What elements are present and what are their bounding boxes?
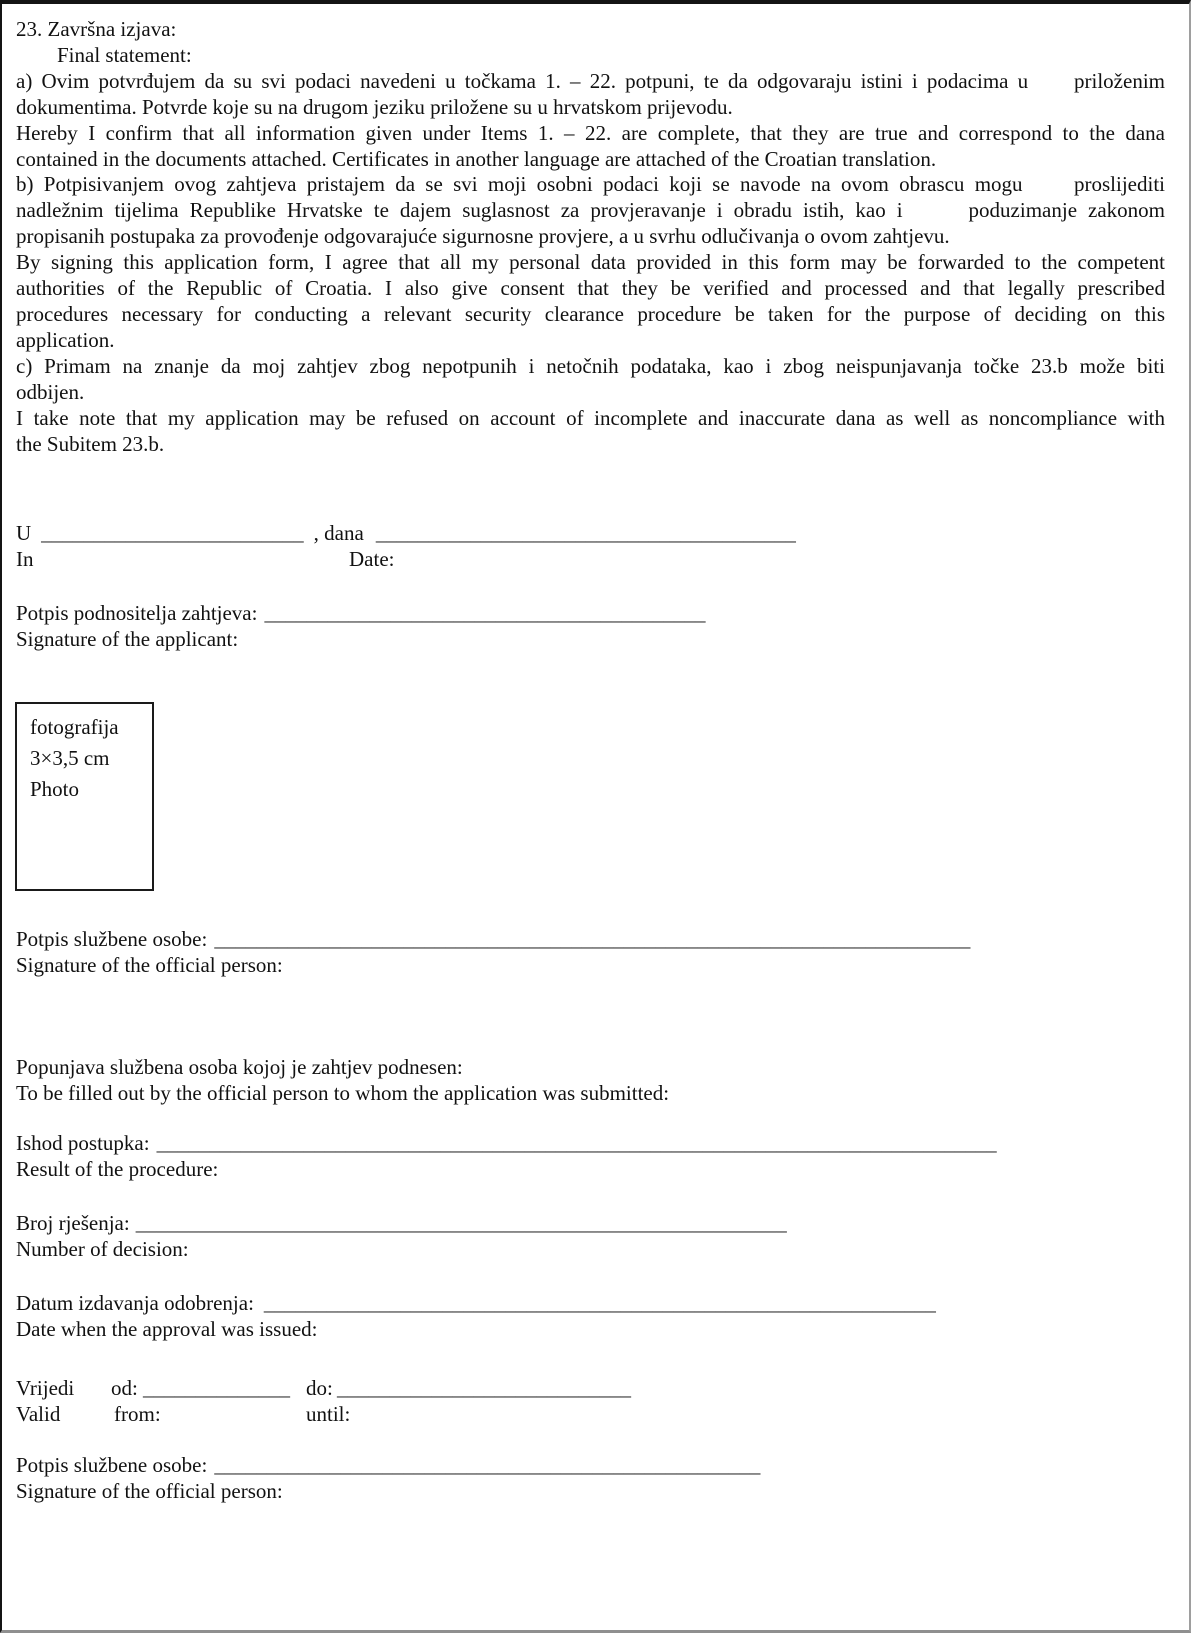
applicant-signature-blank-line: __________________________________________ [264,601,706,625]
statement-line: Hereby I confirm that all information given under Items 1. – 22. are complete, that they are true and correspond to the dana [16,120,1165,145]
dana-label: , dana [313,521,364,545]
official-signature-bottom-label-hr: Potpis službene osobe: [16,1453,208,1477]
validity-row-en [16,1401,351,1427]
approval-date-label-en: Date when the approval was issued: [16,1317,318,1341]
statement-line: Final statement: [57,42,192,67]
validity-until-label-hr: do: [306,1376,333,1400]
statement-line: c) Primam na znanje da moj zahtjev zbog nepotpunih i netočnih podataka, kao i zbog neispunjavanja točke 23.b može biti [16,353,1165,378]
statement-line: authorities of the Republic of Croatia. I also give consent that they be verified and processed and that legally prescribed [16,276,1165,301]
validity-until-label-en: until: [306,1402,351,1426]
statement-line: a) Ovim potvrđujem da su svi podaci navedeni u točkama 1. – 22. potpuni, te da odgovaraju istini i podacima u priloženim [16,68,1165,93]
procedure-result-row [16,1130,997,1156]
statement-line: b) Potpisivanjem ovog zahtjeva pristajem da se svi moji osobni podaci koji se navode na ovom obrascu mogu proslijediti [16,172,1165,197]
approval-date-row-en [16,1316,318,1342]
statement-line: By signing this application form, I agree that all my personal data provided in this form may be forwarded to the competent [16,250,1165,275]
photo-box-label-en: Photo [30,777,80,801]
applicant-signature-label-en: Signature of the applicant: [16,627,239,651]
official-signature-top-label-en: Signature of the official person: [16,953,283,977]
statement-line: contained in the documents attached. Certificates in another language are attached of the Croatian translation. [16,146,937,171]
statement-line: the Subitem 23.b. [16,431,165,456]
approval-date-blank-line: ________________________________________________________________ [263,1291,936,1315]
approval-date-label-hr: Datum izdavanja odobrenja: [16,1291,254,1315]
final-statement [16,17,1165,457]
procedure-result-blank-line: ________________________________________________________________________________ [156,1131,997,1155]
statement-line: nadležnim tijelima Republike Hrvatske te dajem suglasnost za provjeravanje i obradu istih, kao i poduzimanje zakonom [16,198,1165,223]
statement-line: odbijen. [16,379,85,404]
official-signature-top-label-hr: Potpis službene osobe: [16,927,208,951]
applicant-signature-label-hr: Potpis podnositelja zahtjeva: [16,601,258,625]
validity-from-label-hr: od: [111,1376,138,1400]
validity-from-blank-line: ______________ [143,1376,290,1400]
location-blank-line: _________________________ [41,521,304,545]
validity-row-hr [16,1375,631,1401]
validity-label-hr: Vrijedi [16,1376,75,1400]
validity-label-en: Valid [16,1402,61,1426]
procedure-result-label-hr: Ishod postupka: [16,1131,150,1155]
official-signature-top-blank-line: ________________________________________________________________________ [214,927,971,951]
decision-number-label-en: Number of decision: [16,1237,189,1261]
official-signature-bottom-row-en [16,1478,283,1504]
official-section-heading-en [16,1080,669,1106]
applicant-signature-row [16,600,705,626]
statement-line: dokumentima. Potvrde koje su na drugom jeziku priložene su u hrvatskom prijevodu. [16,94,733,119]
statement-line: propisanih postupaka za provođenje odgovarajuće sigurnosne provjere, a u svrhu odlučivanja o ovom zahtjevu. [16,224,950,249]
procedure-result-label-en: Result of the procedure: [16,1157,219,1181]
location-date-row [16,520,796,546]
photo-placeholder-box [15,702,154,891]
official-signature-bottom-label-en: Signature of the official person: [16,1479,283,1503]
procedure-result-row-en [16,1156,218,1182]
decision-number-row-en [16,1236,189,1262]
official-section-heading-label-hr: Popunjava službena osoba kojoj je zahtjev podnesen: [16,1055,463,1079]
official-signature-top-row [16,926,970,952]
validity-until-blank-line: ____________________________ [337,1376,631,1400]
official-section-heading-label-en: To be filled out by the official person to whom the application was submitted: [16,1081,670,1105]
official-signature-bottom-row [16,1452,760,1478]
decision-number-blank-line: ______________________________________________________________ [135,1211,787,1235]
decision-number-row [16,1210,787,1236]
approval-date-row [16,1290,936,1316]
statement-line: procedures necessary for conducting a relevant security clearance procedure be taken for the purpose of deciding on this [16,301,1165,326]
location-prefix-hr: U [16,521,32,545]
photo-box-size-label: 3×3,5 cm [30,746,110,770]
date-blank-line: ________________________________________ [375,521,796,545]
photo-box-label-hr: fotografija [30,715,119,739]
official-signature-bottom-blank-line: ____________________________________________________ [214,1453,761,1477]
applicant-signature-row-en [16,626,238,652]
statement-line: application. [16,327,115,352]
date-label-en: Date: [349,547,395,571]
location-date-row-en [16,546,395,572]
statement-line: I take note that my application may be refused on account of incomplete and inaccurate dana as well as noncompliance with [16,405,1165,430]
statement-line: 23. Završna izjava: [16,17,177,41]
official-signature-top-row-en [16,952,283,978]
decision-number-label-hr: Broj rješenja: [16,1211,130,1235]
validity-from-label-en: from: [114,1402,161,1426]
location-prefix-en: In [16,547,34,571]
official-section-heading-hr [16,1054,463,1080]
